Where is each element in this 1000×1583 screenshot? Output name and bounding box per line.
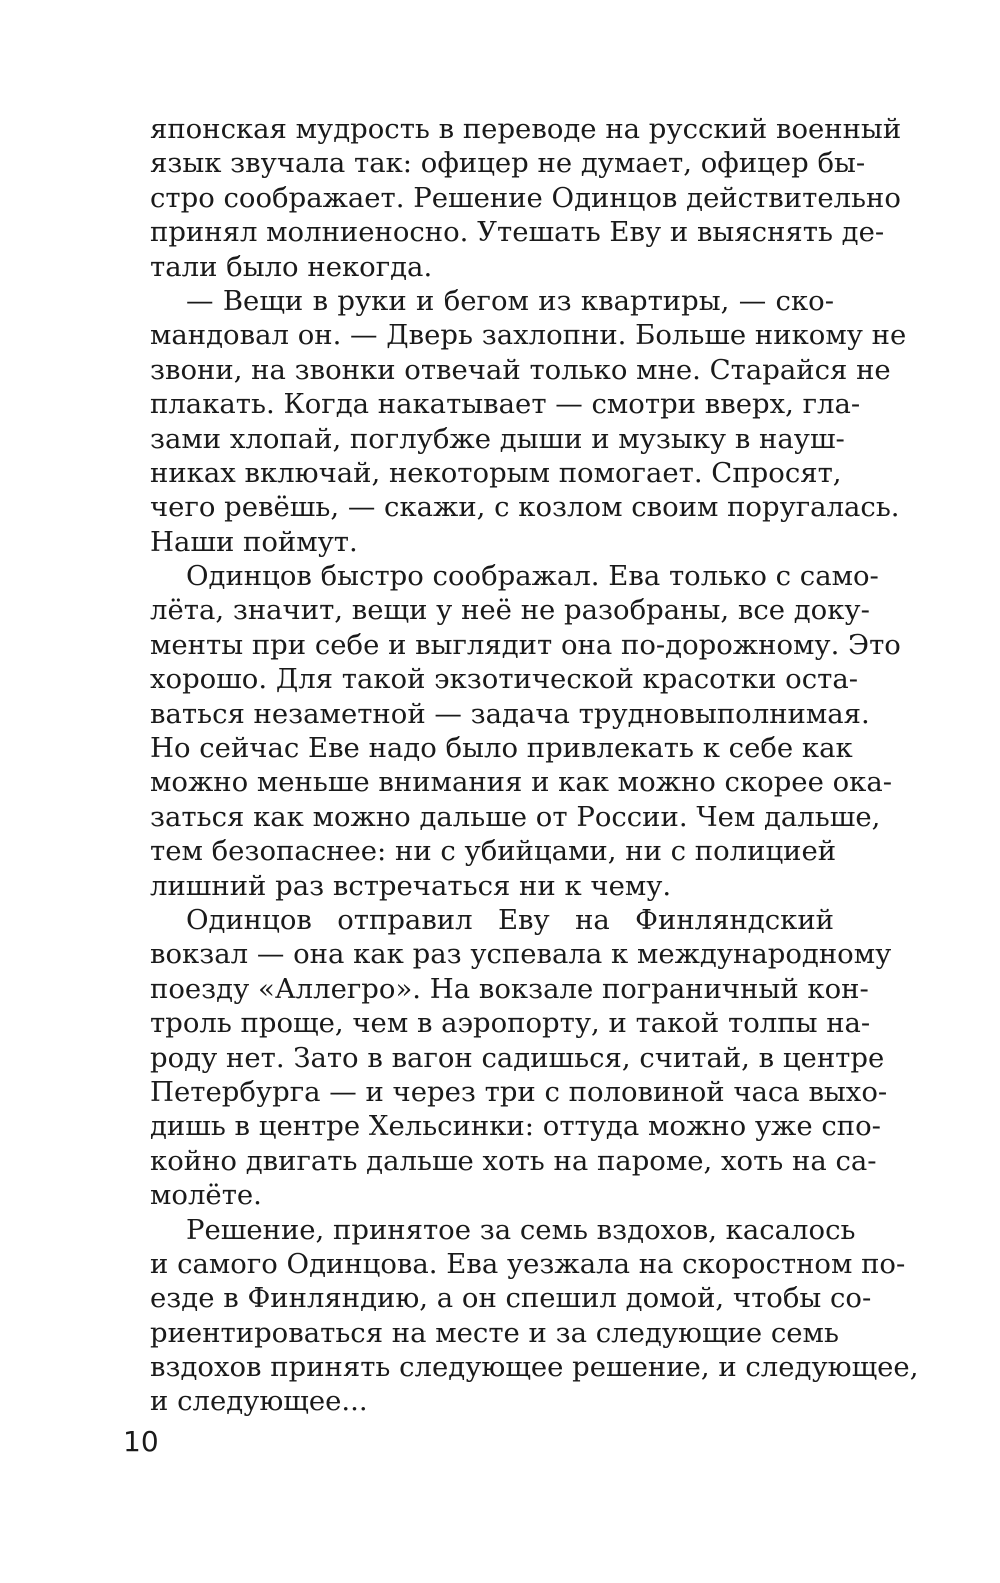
text-line: роду нет. Зато в вагон садишься, считай, в центре [150, 1041, 885, 1074]
text-line: дишь в центре Хельсинки: оттуда можно уже спо- [150, 1110, 881, 1143]
text-line: и следующее... [150, 1385, 368, 1418]
text-line: язык звучала так: офицер не думает, офицер бы- [150, 147, 866, 180]
text-line: лёта, значит, вещи у неё не разобраны, все доку- [150, 594, 870, 627]
text-line: зами хлопай, поглубже дыши и музыку в науш- [150, 422, 845, 455]
text-line: койно двигать дальше хоть на пароме, хоть на са- [150, 1144, 877, 1177]
text-line: вокзал — она как раз успевала к международному [150, 938, 892, 971]
paragraph [150, 559, 901, 903]
text-line: риентироваться на месте и за следующие семь [150, 1316, 839, 1349]
page-number: 10 [123, 1425, 159, 1458]
text-line: ваться незаметной — задача трудновыполнимая. [150, 697, 870, 730]
text-line: Одинцов отправил Еву на Финляндский [186, 903, 834, 936]
text-line: лишний раз встречаться ни к чему. [150, 869, 672, 902]
text-line: плакать. Когда накатывает — смотри вверх, гла- [150, 388, 861, 421]
text-line: принял молниеносно. Утешать Еву и выяснять де- [150, 216, 885, 249]
text-line: езде в Финляндию, а он спешил домой, чтобы со- [150, 1282, 872, 1315]
book-page-text [150, 112, 919, 1419]
text-line: вздохов принять следующее решение, и следующее, [150, 1351, 919, 1384]
text-line: троль проще, чем в аэропорту, и такой толпы на- [150, 1007, 871, 1040]
text-line: звони, на звонки отвечай только мне. Старайся не [150, 353, 891, 386]
paragraph [150, 903, 892, 1213]
text-line: — Вещи в руки и бегом из квартиры, — ско- [186, 284, 834, 317]
text-line: Но сейчас Еве надо было привлекать к себе как [150, 732, 853, 765]
text-line: заться как можно дальше от России. Чем дальше, [150, 800, 881, 833]
text-line: Решение, принятое за семь вздохов, касалось [186, 1213, 856, 1246]
text-line: молёте. [150, 1179, 262, 1212]
text-line: можно меньше внимания и как можно скорее ока- [150, 766, 893, 799]
text-line: мандовал он. — Дверь захлопни. Больше никому не [150, 319, 907, 352]
text-line: Одинцов быстро соображал. Ева только с само- [186, 560, 879, 593]
text-line: хорошо. Для такой экзотической красотки оста- [150, 663, 859, 696]
text-line: Наши поймут. [150, 525, 358, 558]
text-line: Петербурга — и через три с половиной часа выхо- [150, 1075, 888, 1108]
text-line: тали было некогда. [150, 250, 433, 283]
text-line: поезду «Аллегро». На вокзале пограничный кон- [150, 972, 869, 1005]
text-line: чего ревёшь, — скажи, с козлом своим поругалась. [150, 491, 900, 524]
text-line: никах включай, некоторым помогает. Спросят, [150, 456, 842, 489]
text-line: тем безопаснее: ни с убийцами, ни с полицией [150, 835, 837, 868]
text-line: японская мудрость в переводе на русский военный [150, 113, 902, 145]
text-line: и самого Одинцова. Ева уезжала на скоростном по- [150, 1247, 906, 1280]
text-line: стро соображает. Решение Одинцов действительно [150, 181, 901, 214]
paragraph [150, 284, 907, 559]
text-line: менты при себе и выглядит она по-дорожному. Это [150, 628, 901, 661]
paragraph [150, 1213, 919, 1419]
paragraph [150, 112, 902, 284]
